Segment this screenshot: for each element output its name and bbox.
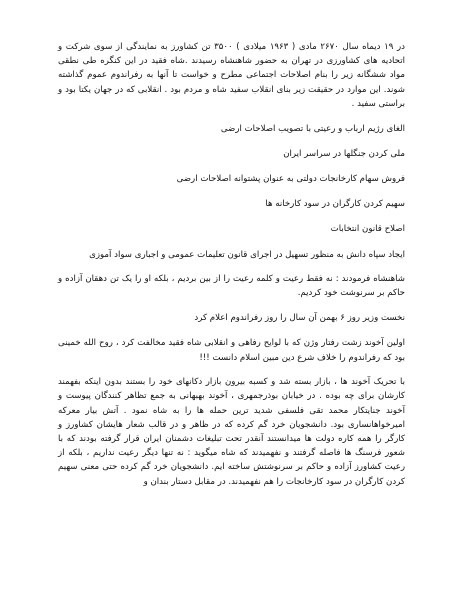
bazaar-protest-paragraph: با تحریک آخوند ها ، بازار بسته شد و کسبه بیرون بازار دکانهای خود را بستند بدون اینکه بفهمند کارشان برای چه بوده . در خیابان بوذرجمهری ، آخوند بهبهانی به جمع تظاهر کنندگان پیوست و آخوند جنایتکار محمد تقی فلسفی شدید ترین حمله ها را به شاه نمود . آتش بیار معرکه امیرخواهانساری بود. دانشجویان خرد گم کرده که در ظاهر و در قالب شعار هایشان کشاورز و کارگر را همه کاره دولت ها میدانستند آنقدر تحت تبلیغات دشمنان ایران قرار گرفته بودند که با شعور فرسنگ ها فاصله گرفتند و نفهمیدند که شاه میگوید : نه تنها دیگر رعیت نداریم ، بلکه از رعیت کشاورز آزاده و حاکم بر سرنوشتش ساخته ایم. دانشجویان خرد گم کرده حتی معنی سهیم کردن کارگران در سود کارخانجات را هم نفهمیدند. در مقابل دستار بندان و bbox=[58, 377, 405, 487]
reform-item-land: الغای رژیم ارباب و رعیتی با تصویب اصلاحات ارضی bbox=[220, 123, 405, 134]
shah-quote-paragraph: شاهنشاه فرمودند : نه فقط رعیت و کلمه رعیت را از بین بردیم ، بلکه او را یک تن دهقان آزاده و حاکم بر سرنوشت خود کردیم. bbox=[58, 274, 405, 299]
khomeini-opposition-paragraph: اولین آخوند زشت رفتار وژن که با لوایح رفاهی و انقلابی شاه فقید مخالفت کرد ، روح الله خمینی بود که رفراندوم را خلاف شرع دین مبین اسلام دانست !!! bbox=[58, 338, 405, 363]
intro-paragraph: در ۱۹ دیماه سال ۲۶۷۰ مادی ( ۱۹۶۳ میلادی ) ۳۵۰۰ تن کشاورز به نمایندگی از سوی شرکت و اتحادیه های کشاورزی در تهران به حضور شاهنشاه رسیدند .شاه فقید در این کنگره طی نطقی مواد ششگانه زیر را بنام اصلاحات اجتماعی مطرح و خواست تا آنها به رفراندوم عموم گذاشته شوند. این موارد در حقیقت زیر بنای انقلاب سفید شاه و مردم بود . انقلابی که در جهان یکتا بود و براستی سفید . bbox=[58, 42, 405, 109]
document-body bbox=[58, 40, 405, 489]
reform-item-elections: اصلاح قانون انتخابات bbox=[330, 224, 405, 235]
referendum-paragraph: نخست وزیر روز ۶ بهمن آن سال را روز رفراندوم اعلام کرد bbox=[194, 313, 405, 324]
reform-item-forests: ملی کردن جنگلها در سراسر ایران bbox=[283, 148, 405, 159]
reform-item-shares: فروش سهام کارخانجات دولتی به عنوان پشتوانه اصلاحات ارضی bbox=[176, 173, 405, 184]
reform-item-literacy-corps: ایجاد سپاه دانش به منظور تسهیل در اجرای قانون تعلیمات عمومی و اجباری سواد آموزی bbox=[89, 249, 405, 260]
reform-item-profit-sharing: سهیم کردن کارگران در سود کارخانه ها bbox=[265, 199, 405, 210]
